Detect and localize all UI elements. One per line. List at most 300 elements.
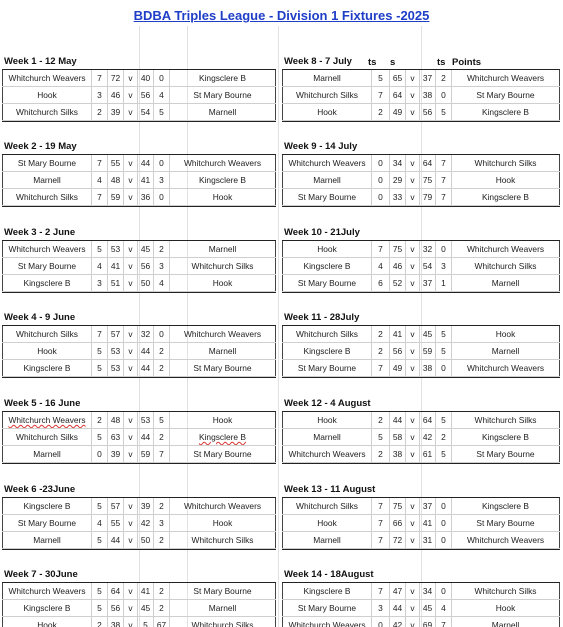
home-shots: 29 [390,172,406,188]
versus-label: v [124,258,138,274]
versus-label: v [124,429,138,445]
versus-label: v [124,515,138,531]
column-header: s [390,57,396,68]
versus-label: v [124,326,138,342]
away-shots: 50 [138,532,154,548]
away-team: Hook [452,600,560,616]
home-shots: 51 [108,275,124,291]
home-points: 5 [372,70,390,86]
home-shots: 72 [390,532,406,548]
away-shots: 45 [138,241,154,257]
away-team: St Mary Bourne [452,515,560,531]
fixture-row [282,412,560,429]
fixture-row [282,258,560,275]
fixture-row [282,104,560,121]
away-team: St Mary Bourne [170,583,276,599]
fixture-row [2,446,276,463]
away-points: 0 [436,241,452,257]
week-title: Week 11 - 28July [284,312,360,323]
home-points: 7 [372,360,390,376]
away-shots: 45 [420,326,436,342]
left-week-block [2,52,276,122]
home-shots: 41 [108,258,124,274]
fixture-row [2,343,276,360]
week-title: Week 3 - 2 June [4,227,76,238]
home-points: 4 [372,258,390,274]
away-shots: 56 [420,104,436,120]
away-points: 0 [154,189,170,205]
versus-label: v [406,600,420,616]
home-team: Hook [2,617,92,627]
home-points: 2 [92,412,108,428]
fixture-row [282,343,560,360]
away-team: Whitchurch Weavers [170,498,276,514]
home-shots: 65 [390,70,406,86]
away-points: 0 [436,583,452,599]
away-shots: 5 [138,617,154,627]
away-points: 0 [436,498,452,514]
right-week-block [282,52,560,122]
home-shots: 33 [390,189,406,205]
away-points: 3 [154,258,170,274]
home-shots: 44 [108,532,124,548]
versus-label: v [406,87,420,103]
home-shots: 48 [108,412,124,428]
away-points: 0 [154,70,170,86]
away-team: Kingsclere B [452,104,560,120]
left-week-block [2,565,276,627]
fixture-row [282,326,560,343]
week-title: Week 12 - 4 August [284,398,371,409]
home-shots: 66 [390,515,406,531]
home-shots: 46 [390,258,406,274]
away-team: Kingsclere B [452,498,560,514]
versus-label: v [406,155,420,171]
away-shots: 41 [420,515,436,531]
home-team: Hook [282,515,372,531]
home-points: 5 [92,429,108,445]
away-points: 4 [436,600,452,616]
versus-label: v [406,498,420,514]
column-header: Points [452,57,482,68]
right-week-block [282,565,560,627]
away-team: Hook [170,412,276,428]
home-team: Kingsclere B [2,275,92,291]
versus-label: v [124,155,138,171]
column-header: ts [437,57,446,68]
left-week-block [2,480,276,550]
away-team: St Mary Bourne [170,360,276,376]
away-shots: 44 [138,429,154,445]
week-title: Week 10 - 21July [284,227,360,238]
fixture-row [2,360,276,377]
home-shots: 39 [108,104,124,120]
versus-label: v [406,241,420,257]
page-title: BDBA Triples League - Division 1 Fixtures -2025 [133,8,430,23]
home-team: Whitchurch Weavers [2,583,92,599]
home-points: 7 [372,87,390,103]
away-shots: 69 [420,617,436,627]
away-team: Marnell [452,343,560,359]
fixture-row [2,172,276,189]
home-points: 2 [372,326,390,342]
away-team: Kingsclere B [170,429,276,445]
fixture-row [2,515,276,532]
week-heading [2,52,276,70]
left-week-block [2,223,276,293]
home-team: Whitchurch Weavers [282,155,372,171]
home-shots: 72 [108,70,124,86]
week-title: Week 1 - 12 May [4,56,77,67]
away-shots: 44 [138,343,154,359]
home-team: Marnell [2,172,92,188]
versus-label: v [406,172,420,188]
away-team: Whitchurch Weavers [170,326,276,342]
home-team: Marnell [282,70,372,86]
away-points: 67 [154,617,170,627]
week-title: Week 6 -23June [4,484,76,495]
home-points: 3 [372,600,390,616]
away-points: 3 [154,172,170,188]
home-shots: 58 [390,429,406,445]
fixture-row [2,498,276,515]
home-points: 2 [372,343,390,359]
home-shots: 63 [108,429,124,445]
away-points: 3 [436,258,452,274]
versus-label: v [124,189,138,205]
versus-label: v [406,104,420,120]
home-team: Whitchurch Weavers [2,70,92,86]
home-team: Whitchurch Silks [282,87,372,103]
away-team: Whitchurch Weavers [452,532,560,548]
home-points: 7 [372,515,390,531]
home-team [2,412,92,428]
versus-label: v [406,446,420,462]
home-shots: 55 [108,515,124,531]
home-points: 3 [92,275,108,291]
away-shots: 64 [420,155,436,171]
away-shots: 56 [138,87,154,103]
fixture-row [282,532,560,549]
home-shots: 38 [390,446,406,462]
away-shots: 44 [138,155,154,171]
versus-label: v [124,532,138,548]
fixture-row [282,155,560,172]
week-title: Week 9 - 14 July [284,141,358,152]
home-points: 7 [92,155,108,171]
versus-label: v [406,189,420,205]
right-week-block [282,394,560,464]
week-heading [282,394,560,412]
left-week-block [2,308,276,378]
away-team: Marnell [170,104,276,120]
fixture-row [282,275,560,292]
week-heading [282,565,560,583]
away-shots: 56 [138,258,154,274]
versus-label: v [124,446,138,462]
home-team: Marnell [282,429,372,445]
week-title: Week 5 - 16 June [4,398,81,409]
away-shots: 37 [420,498,436,514]
home-shots: 75 [390,498,406,514]
home-team: St Mary Bourne [2,515,92,531]
right-week-block [282,480,560,550]
versus-label: v [124,70,138,86]
home-team: Kingsclere B [282,343,372,359]
home-team: Marnell [2,446,92,462]
away-team: St Mary Bourne [170,87,276,103]
away-team: Kingsclere B [170,70,276,86]
away-team: Whitchurch Silks [452,155,560,171]
home-shots: 64 [390,87,406,103]
versus-label: v [406,275,420,291]
away-team: Marnell [170,600,276,616]
away-shots: 34 [420,583,436,599]
fixture-row [2,155,276,172]
week-heading [2,137,276,155]
versus-label: v [406,515,420,531]
home-team: St Mary Bourne [282,360,372,376]
fixture-row [2,275,276,292]
home-team: Hook [282,104,372,120]
away-team: Hook [170,275,276,291]
away-points: 7 [436,172,452,188]
home-points: 2 [372,446,390,462]
away-shots: 44 [138,360,154,376]
fixture-row [2,583,276,600]
week-title: Week 13 - 11 August [284,484,376,495]
home-shots: 53 [108,343,124,359]
home-points: 5 [92,343,108,359]
away-shots: 32 [138,326,154,342]
away-points: 2 [154,532,170,548]
week-heading [2,394,276,412]
home-team: St Mary Bourne [282,600,372,616]
fixture-row [282,189,560,206]
home-team: Marnell [282,532,372,548]
away-shots: 39 [138,498,154,514]
away-shots: 31 [420,532,436,548]
away-shots: 54 [420,258,436,274]
away-points: 2 [154,498,170,514]
away-points: 5 [154,104,170,120]
away-team: Whitchurch Silks [170,617,276,627]
home-shots: 57 [108,326,124,342]
fixture-row [282,172,560,189]
away-points: 2 [154,241,170,257]
away-points: 1 [436,275,452,291]
home-shots: 41 [390,326,406,342]
home-points: 4 [92,172,108,188]
fixture-row [2,104,276,121]
home-team: Whitchurch Silks [282,326,372,342]
week-heading [282,52,560,70]
versus-label: v [124,412,138,428]
fixture-row [2,189,276,206]
week-heading [282,137,560,155]
away-team: St Mary Bourne [452,87,560,103]
away-shots: 36 [138,189,154,205]
week-heading [282,480,560,498]
week-heading [282,223,560,241]
away-team: Hook [170,515,276,531]
away-team: Hook [170,189,276,205]
home-points: 4 [92,515,108,531]
home-shots: 59 [108,189,124,205]
home-team: Whitchurch Silks [282,498,372,514]
away-shots: 41 [138,172,154,188]
fixture-row [2,87,276,104]
away-points: 2 [154,429,170,445]
away-points: 2 [154,583,170,599]
versus-label: v [406,326,420,342]
versus-label: v [406,532,420,548]
versus-label: v [124,498,138,514]
away-shots: 42 [138,515,154,531]
away-team: Marnell [452,617,560,627]
away-team: Marnell [452,275,560,291]
home-shots: 47 [390,583,406,599]
home-team: St Mary Bourne [282,275,372,291]
week-heading [2,565,276,583]
away-shots: 50 [138,275,154,291]
home-points: 0 [92,446,108,462]
fixture-row [282,617,560,627]
away-team: St Mary Bourne [452,446,560,462]
away-shots: 59 [420,343,436,359]
away-team: St Mary Bourne [170,446,276,462]
home-shots: 53 [108,241,124,257]
home-shots: 56 [390,343,406,359]
home-shots: 39 [108,446,124,462]
away-shots: 40 [138,70,154,86]
home-shots: 42 [390,617,406,627]
home-points: 7 [92,70,108,86]
away-points: 5 [436,326,452,342]
away-shots: 75 [420,172,436,188]
away-points: 4 [154,275,170,291]
week-title: Week 7 - 30June [4,569,78,580]
versus-label: v [124,617,138,627]
home-points: 7 [372,498,390,514]
fixture-row [282,498,560,515]
home-team: Whitchurch Silks [2,104,92,120]
away-points: 7 [436,617,452,627]
away-team: Whitchurch Silks [452,412,560,428]
versus-label: v [406,360,420,376]
home-shots: 64 [108,583,124,599]
home-team: Whitchurch Silks [2,429,92,445]
versus-label: v [124,583,138,599]
versus-label: v [124,104,138,120]
away-team: Whitchurch Weavers [170,155,276,171]
home-team: Whitchurch Silks [2,326,92,342]
home-points: 5 [372,429,390,445]
home-points: 7 [372,241,390,257]
away-points: 2 [436,70,452,86]
away-team: Whitchurch Silks [170,258,276,274]
home-points: 3 [92,87,108,103]
away-points: 5 [436,412,452,428]
versus-label: v [124,87,138,103]
away-points: 2 [436,429,452,445]
away-points: 0 [436,360,452,376]
week-heading [2,308,276,326]
home-shots: 75 [390,241,406,257]
fixture-row [282,429,560,446]
away-shots: 32 [420,241,436,257]
away-shots: 37 [420,275,436,291]
home-points: 7 [372,583,390,599]
away-shots: 64 [420,412,436,428]
away-team: Whitchurch Silks [452,583,560,599]
home-team: St Mary Bourne [2,155,92,171]
fixture-row [2,258,276,275]
home-points: 5 [92,498,108,514]
home-team: Hook [282,412,372,428]
away-team: Hook [452,172,560,188]
week-title: Week 8 - 7 July [284,56,352,67]
left-week-block [2,137,276,207]
home-team: Hook [282,241,372,257]
week-heading [282,308,560,326]
home-points: 0 [372,155,390,171]
versus-label: v [124,360,138,376]
away-team: Kingsclere B [452,429,560,445]
away-points: 0 [436,87,452,103]
home-team: Kingsclere B [2,600,92,616]
away-points: 2 [154,600,170,616]
home-team: Whitchurch Weavers [282,446,372,462]
away-points: 0 [154,155,170,171]
week-title: Week 4 - 9 June [4,312,76,323]
right-week-block [282,308,560,378]
away-team: Whitchurch Silks [170,532,276,548]
home-team: Whitchurch Weavers [2,241,92,257]
home-points: 5 [92,241,108,257]
away-points: 5 [436,446,452,462]
home-team: St Mary Bourne [282,189,372,205]
home-points: 2 [92,617,108,627]
fixture-row [282,87,560,104]
home-team: Marnell [2,532,92,548]
home-points: 0 [372,617,390,627]
home-team: St Mary Bourne [2,258,92,274]
home-points: 2 [92,104,108,120]
fixture-row [282,360,560,377]
home-points: 5 [92,360,108,376]
home-points: 2 [372,104,390,120]
fixture-row [2,412,276,429]
week-heading [2,223,276,241]
fixture-row [282,515,560,532]
versus-label: v [406,429,420,445]
left-week-block [2,394,276,464]
home-shots: 53 [108,360,124,376]
fixture-row [2,70,276,87]
versus-label: v [406,70,420,86]
away-points: 2 [154,343,170,359]
away-points: 7 [436,155,452,171]
away-team: Marnell [170,241,276,257]
away-shots: 53 [138,412,154,428]
away-shots: 61 [420,446,436,462]
versus-label: v [124,343,138,359]
away-points: 3 [154,515,170,531]
fixture-row [2,429,276,446]
away-team: Kingsclere B [452,189,560,205]
away-points: 5 [154,412,170,428]
